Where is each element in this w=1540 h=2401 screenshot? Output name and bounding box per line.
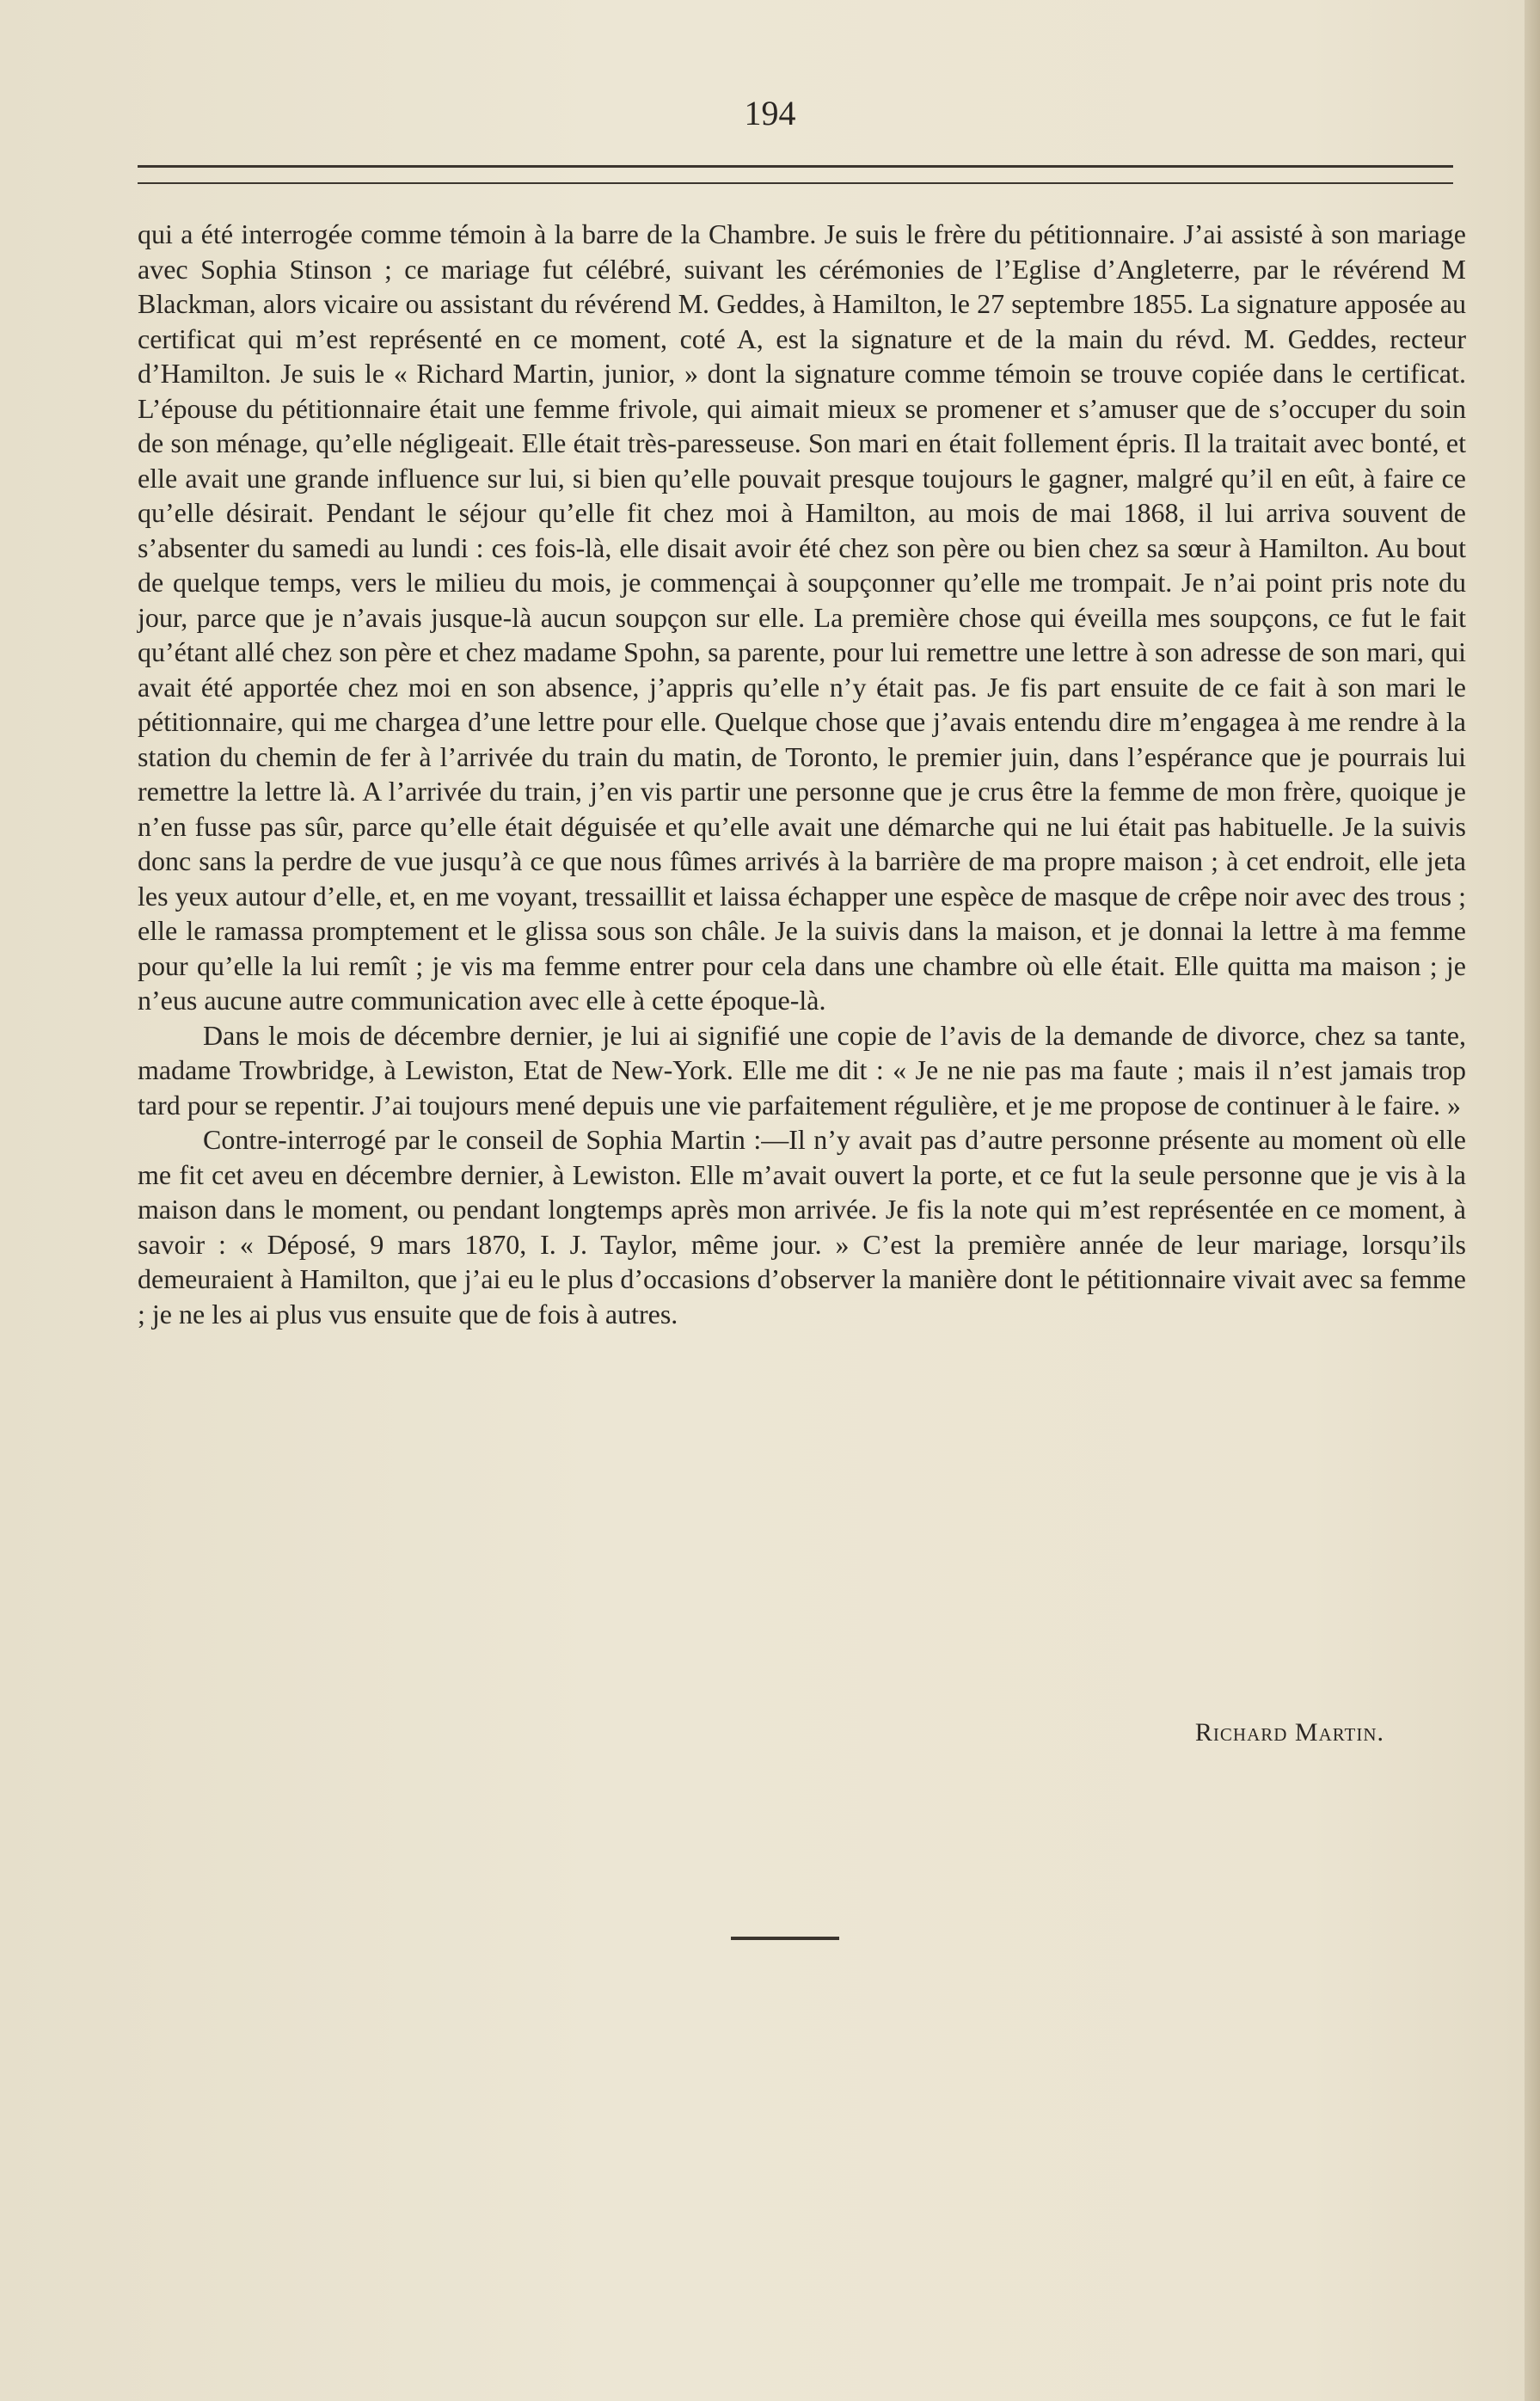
signature: Richard Martin. bbox=[1194, 1718, 1384, 1747]
header-rule-thin bbox=[138, 182, 1453, 184]
binding-gutter bbox=[1525, 0, 1540, 2401]
paragraph-cross-examination: Contre-interrogé par le conseil de Sophia Martin :—Il n’y avait pas d’autre personne présente au moment où elle me fit cet aveu en décembre dernier, à Lewiston. Elle m’avait ouvert la porte, et ce fut la seule personne que je vis à la maison dans le moment, ou pendant longtemps après mon arrivée. Je fis la note qui m’est représentée en ce moment, à savoir : « Déposé, 9 mars 1870, I. J. Taylor, même jour. » C’est la première année de leur mariage, lorsqu’ils demeuraient à Hamilton, que j’ai eu le plus d’occasions d’observer la manière dont le pétitionnaire vivait avec sa femme ; je ne les ai plus vus ensuite que de fois à autres. bbox=[138, 1124, 1466, 1329]
page-number: 194 bbox=[744, 94, 796, 132]
header-rule-thick bbox=[138, 165, 1453, 168]
body-text bbox=[138, 217, 1466, 1331]
paragraph-divorce-notice: Dans le mois de décembre dernier, je lui ai signifié une copie de l’avis de la demande de divorce, chez sa tante, madame Trowbridge, à Lewiston, Etat de New-York. Elle me dit : « Je ne nie pas ma faute ; mais il n’est jamais trop tard pour se repentir. J’ai toujours mené depuis une vie parfaitement régulière, et je me propose de continuer à le faire. » bbox=[138, 1019, 1466, 1121]
paragraph-testimony: qui a été interrogée comme témoin à la barre de la Chambre. Je suis le frère du pétitionnaire. J’ai assisté à son mariage avec Sophia Stinson ; ce mariage fut célébré, suivant les cérémonies de l’Eglise d’Angleterre, par le révérend M Blackman, alors vicaire ou assistant du révérend M. Geddes, à Hamilton, le 27 septembre 1855. La signature apposée au certificat qui m’est représenté en ce moment, coté A, est la signature et de la main du révd. M. Geddes, recteur d’Hamilton. Je suis le « Richard Martin, junior, » dont la signature comme témoin se trouve copiée dans le certificat. L’épouse du pétitionnaire était une femme frivole, qui aimait mieux se promener et s’amuser que de s’occuper du soin de son ménage, qu’elle négligeait. Elle était très-paresseuse. Son mari en était follement épris. Il la traitait avec bonté, et elle avait une grande influence sur lui, si bien qu’elle pouvait presque toujours le gagner, malgré qu’il en eût, à faire ce qu’elle désirait. Pendant le séjour qu’elle fit chez moi à Hamilton, au mois de mai 1868, il lui arriva souvent de s’absenter du samedi au lundi : ces fois-là, elle disait avoir été chez son père ou bien chez sa sœur à Hamilton. Au bout de quelque temps, vers le milieu du mois, je commençai à soupçonner qu’elle me trompait. Je n’ai point pris note du jour, parce que je n’avais jusque-là aucun soupçon sur elle. La première chose qui éveilla mes soupçons, ce fut le fait qu’étant allé chez son père et chez madame Spohn, sa parente, pour lui remettre une lettre à son adresse de son mari, qui avait été apportée chez moi en son absence, j’appris qu’elle n’y était pas. Je fis part ensuite de ce fait à son mari le pétitionnaire, qui me chargea d’une lettre pour elle. Quelque chose que j’avais entendu dire m’engagea à me rendre à la station du chemin de fer à l’arrivée du train du matin, de Toronto, le premier juin, dans l’espérance que je pourrais lui remettre la lettre là. A l’arrivée du train, j’en vis partir une personne que je crus être la femme de mon frère, quoique je n’en fusse pas sûr, parce qu’elle était déguisée et qu’elle avait une démarche qui ne lui était pas habituelle. Je la suivis donc sans la perdre de vue jusqu’à ce que nous fûmes arrivés à la barrière de ma propre maison ; à cet endroit, elle jeta les yeux autour d’elle, et, en me voyant, tressaillit et laissa échapper une espèce de masque de crêpe noir avec des trous ; elle le ramassa promptement et le glissa sous son châle. Je la suivis dans la maison, et je donnai la lettre à ma femme pour qu’elle la lui remît ; je vis ma femme entrer pour cela dans une chambre où elle était. Elle quitta ma maison ; je n’eus aucune autre communication avec elle à cette époque-là. bbox=[138, 218, 1466, 1016]
end-rule bbox=[731, 1937, 839, 1940]
